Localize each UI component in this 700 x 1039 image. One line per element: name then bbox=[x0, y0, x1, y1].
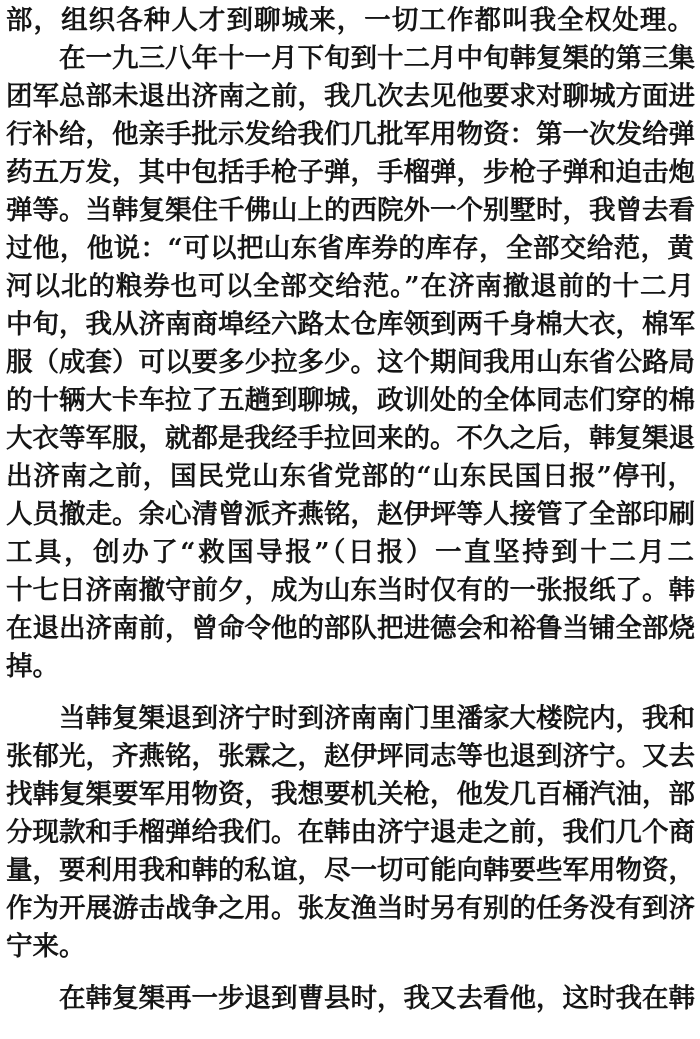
paragraph-4-line-1: 在韩复榘再一步退到曹县时，我又去看他，这时我在韩 bbox=[59, 983, 695, 1014]
text-line-18: 掉。 bbox=[6, 651, 59, 682]
paragraph-3-line-1: 当韩复榘退到济宁时到济南南门里潘家大楼院内，我和 bbox=[59, 703, 695, 734]
text-line-15: 工具，创办了“救国导报”（日报）一直坚持到十二月二 bbox=[6, 537, 694, 568]
paragraph-2-line-1: 在一九三八年十一月下旬到十二月中旬韩复榘的第三集 bbox=[59, 43, 695, 74]
document-page bbox=[6, 0, 694, 1039]
text-line-7: 过他，他说：“可以把山东省库券的库存，全部交给范，黄 bbox=[6, 233, 694, 264]
text-line-17: 在退出济南前，曾命令他的部队把进德会和裕鲁当铺全部烧 bbox=[6, 613, 695, 644]
text-line-14: 人员撤走。余心清曾派齐燕铭，赵伊坪等人接管了全部印刷 bbox=[6, 499, 695, 530]
text-line-11: 的十辆大卡车拉了五趟到聊城，政训处的全体同志们穿的棉 bbox=[6, 385, 695, 416]
text-line-25: 宁来。 bbox=[6, 931, 86, 962]
text-line-13: 出济南之前，国民党山东省党部的“山东民国日报”停刊， bbox=[6, 461, 694, 492]
text-line-12: 大衣等军服，就都是我经手拉回来的。不久之后，韩复榘退 bbox=[6, 423, 695, 454]
text-line-9: 中旬，我从济南商埠经六路太仓库领到两千身棉大衣，棉军 bbox=[6, 309, 695, 340]
text-line-24: 作为开展游击战争之用。张友渔当时另有别的任务没有到济 bbox=[6, 893, 695, 924]
text-line-23: 量，要利用我和韩的私谊，尽一切可能向韩要些军用物资， bbox=[6, 855, 695, 886]
text-line-22: 分现款和手榴弹给我们。在韩由济宁退走之前，我们几个商 bbox=[6, 817, 695, 848]
text-line-21: 找韩复榘要军用物资，我想要机关枪，他发几百桶汽油，部 bbox=[6, 779, 695, 810]
text-line-5: 药五万发，其中包括手枪子弹，手榴弹，步枪子弹和迫击炮 bbox=[6, 157, 695, 188]
text-line-16: 十七日济南撤守前夕，成为山东当时仅有的一张报纸了。韩 bbox=[6, 575, 695, 606]
text-line-10: 服（成套）可以要多少拉多少。这个期间我用山东省公路局 bbox=[6, 347, 695, 378]
text-line-6: 弹等。当韩复榘住千佛山上的西院外一个别墅时，我曾去看 bbox=[6, 195, 695, 226]
text-line-8: 河以北的粮券也可以全部交给范。”在济南撤退前的十二月 bbox=[6, 271, 694, 302]
text-line-20: 张郁光，齐燕铭，张霖之，赵伊坪同志等也退到济宁。又去 bbox=[6, 741, 695, 772]
text-line-1: 部，组织各种人才到聊城来，一切工作都叫我全权处理。 bbox=[6, 5, 694, 36]
text-line-3: 团军总部未退出济南之前，我几次去见他要求对聊城方面进 bbox=[6, 81, 695, 112]
text-line-4: 行补给，他亲手批示发给我们几批军用物资：第一次发给弹 bbox=[6, 119, 695, 150]
